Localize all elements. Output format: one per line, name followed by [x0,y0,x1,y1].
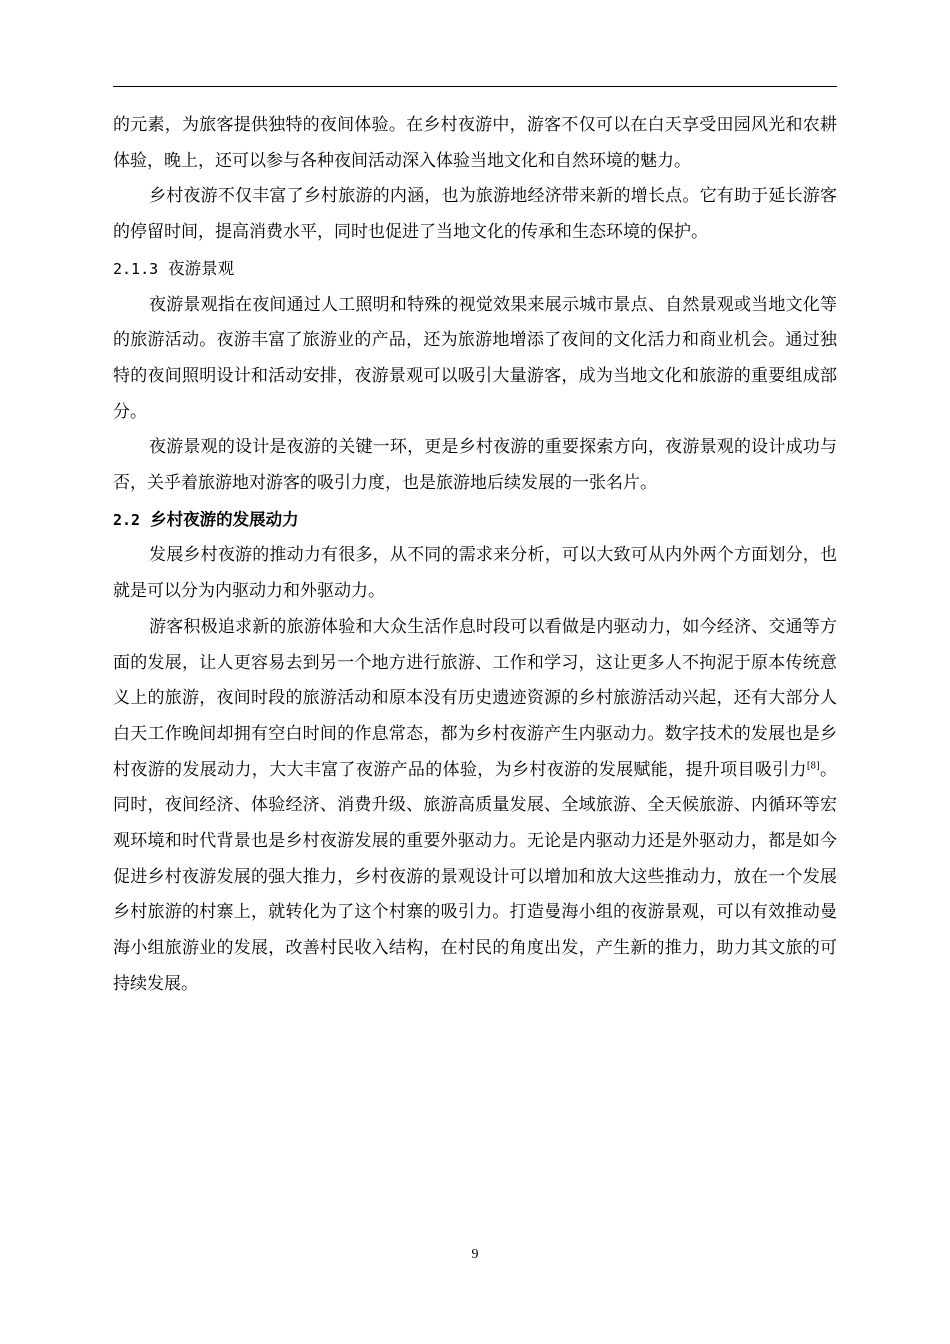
citation-reference[interactable]: [8] [806,761,820,771]
paragraph-night-landscape-definition: 夜游景观指在夜间通过人工照明和特殊的视觉效果来展示城市景点、自然景观或当地文化等的旅游活动。夜游丰富了旅游业的产品，还为旅游地增添了夜间的文化活力和商业机会。通过独特的夜间照明设计和活动安排，夜游景观可以吸引大量游客，成为当地文化和旅游的重要组成部分。 [113,294,837,422]
section-title: 乡村夜游的发展动力 [150,509,299,529]
paragraph-driving-forces-intro: 发展乡村夜游的推动力有很多，从不同的需求来分析，可以大致可从内外两个方面划分，也就是可以分为内驱动力和外驱动力。 [113,545,837,602]
paragraph-rural-night-tour-value: 乡村夜游不仅丰富了乡村旅游的内涵，也为旅游地经济带来新的增长点。它有助于延长游客的停留时间，提高消费水平，同时也促进了当地文化的传承和生态环境的保护。 [113,186,837,243]
paragraph-night-landscape-design: 夜游景观的设计是夜游的关键一环，更是乡村夜游的重要探索方向，夜游景观的设计成功与否，关乎着旅游地对游客的吸引力度，也是旅游地后续发展的一张名片。 [113,437,837,494]
section-heading-2-1-3 [113,251,837,288]
paragraph-text-part1: 游客积极追求新的旅游体验和大众生活作息时段可以看做是内驱动力，如今经济、交通等方面的发展，让人更容易去到另一个地方进行旅游、工作和学习，这让更多人不拘泥于原本传统意义上的旅游，夜间时段的旅游活动和原本没有历史遗迹资源的乡村旅游活动兴起，还有大部分人白天工作晚间却拥有空白时间的作息常态，都为乡村夜游产生内驱动力。数字技术的发展也是乡村夜游的发展动力，大大丰富了夜游产品的体验，为乡村夜游的发展赋能，提升项目吸引力 [113,616,837,780]
section-number: 2.1.3 [113,259,159,278]
header-rule [113,86,837,87]
paragraph-continued: 的元素，为旅客提供独特的夜间体验。在乡村夜游中，游客不仅可以在白天享受田园风光和农耕体验，晚上，还可以参与各种夜间活动深入体验当地文化和自然环境的魅力。 [113,115,837,171]
section-number: 2.2 [113,510,141,529]
section-heading-2-2 [113,502,837,539]
page-number: 9 [471,1247,479,1262]
page-body [113,108,837,1003]
section-title: 夜游景观 [168,258,235,278]
paragraph-text-part2: 。同时，夜间经济、体验经济、消费升级、旅游高质量发展、全域旅游、全天候旅游、内循环等宏观环境和时代背景也是乡村夜游发展的重要外驱动力。无论是内驱动力还是外驱动力，都是如今促进乡村夜游发展的强大推力，乡村夜游的景观设计可以增加和放大这些推动力，放在一个发展乡村旅游的村寨上，就转化为了这个村寨的吸引力。打造曼海小组的夜游景观，可以有效推动曼海小组旅游业的发展，改善村民收入结构，在村民的角度出发，产生新的推力，助力其文旅的可持续发展。 [113,759,838,994]
paragraph-internal-external-forces [113,610,837,1003]
